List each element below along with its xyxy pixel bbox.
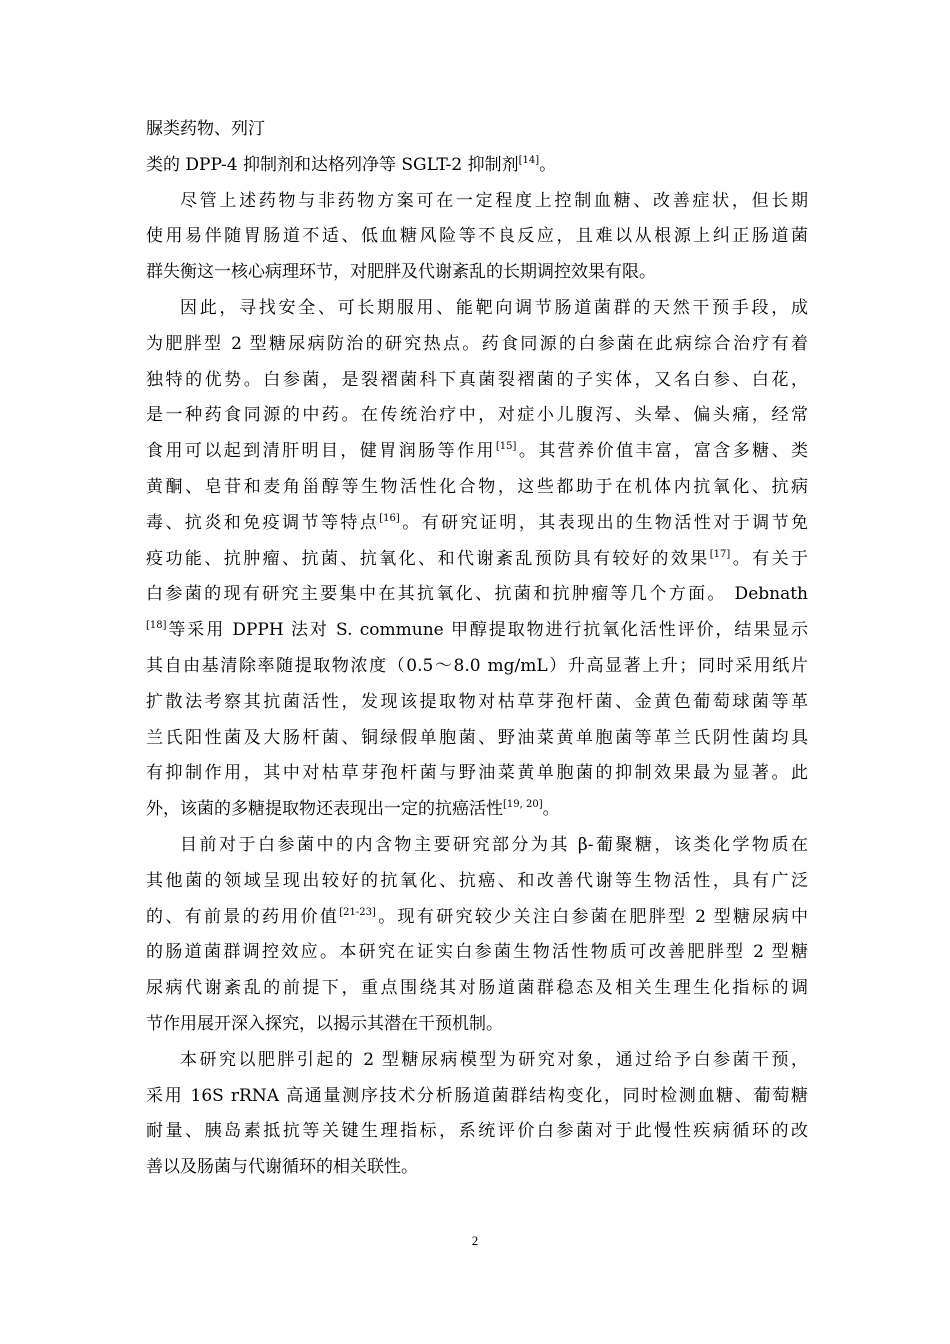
text-line xyxy=(146,1079,808,1115)
citation-superscript: [19, 20] xyxy=(503,799,543,811)
paragraph xyxy=(146,184,808,291)
paragraph xyxy=(146,291,808,828)
line-text: 白参菌的现有研究主要集中在其抗氧化、抗菌和抗肿瘤等几个方面。 Debnath xyxy=(146,584,808,605)
citation-superscript: [18] xyxy=(146,620,167,632)
text-line xyxy=(146,434,808,470)
line-text: 疫功能、抗肿瘤、抗菌、抗氧化、和代谢紊乱预防具有较好的效果 xyxy=(146,548,710,569)
line-text: 节作用展开深入探究，以揭示其潜在干预机制。 xyxy=(146,1013,503,1034)
line-text: 采用 16S rRNA 高通量测序技术分析肠道菌群结构变化，同时检测血糖、葡萄糖 xyxy=(146,1085,808,1106)
text-line xyxy=(146,255,808,291)
text-line xyxy=(146,900,808,936)
line-text: 尿病代谢紊乱的前提下，重点围绕其对肠道菌群稳态及相关生理生化指标的调 xyxy=(146,978,808,999)
line-text: 扩散法考察其抗菌活性，发现该提取物对枯草芽孢杆菌、金黄色葡萄球菌等革 xyxy=(146,691,808,712)
text-line xyxy=(146,971,808,1007)
text-line xyxy=(146,470,808,506)
text-line xyxy=(146,613,808,649)
line-text-continued: 。 xyxy=(539,154,557,175)
text-line xyxy=(146,506,808,542)
line-text: 有抑制作用，其中对枯草芽孢杆菌与野油菜黄单胞菌的抑制效果最为显著。此 xyxy=(146,763,808,784)
text-line xyxy=(146,1150,808,1186)
citation-superscript: [15] xyxy=(495,441,517,453)
body-text xyxy=(146,112,808,1186)
line-text: 本研究以肥胖引起的 2 型糖尿病模型为研究对象，通过给予白参菌干预， xyxy=(180,1049,808,1070)
line-text: 毒、抗炎和免疫调节等特点 xyxy=(146,512,380,533)
text-line xyxy=(146,721,808,757)
line-text: 类的 DPP-4 抑制剂和达格列净等 SGLT-2 抑制剂 xyxy=(146,154,519,175)
line-text: 黄酮、皂苷和麦角甾醇等生物活性化合物，这些都助于在机体内抗氧化、抗病 xyxy=(146,476,808,497)
paragraph xyxy=(146,112,808,184)
text-line xyxy=(146,148,808,184)
line-text-continued: 等采用 DPPH 法对 S. commune 甲醇提取物进行抗氧化活性评价，结果显示 xyxy=(166,620,808,641)
text-line xyxy=(146,756,808,792)
text-line xyxy=(146,1007,808,1043)
line-text: 群失衡这一核心病理环节，对肥胖及代谢紊乱的长期调控效果有限。 xyxy=(146,262,656,283)
line-text: 脲类药物、列汀 xyxy=(146,119,265,139)
text-line xyxy=(146,1114,808,1150)
line-text-continued: 。 xyxy=(542,799,560,820)
text-line xyxy=(146,792,808,828)
line-text: 的肠道菌群调控效应。本研究在证实白参菌生物活性物质可改善肥胖型 2 型糖 xyxy=(146,942,808,963)
text-line xyxy=(146,398,808,434)
paragraph xyxy=(146,1043,808,1186)
line-text: 是一种药食同源的中药。在传统治疗中，对症小儿腹泻、头晕、偏头痛，经常 xyxy=(146,405,808,426)
paragraph xyxy=(146,828,808,1043)
page-number: 2 xyxy=(471,1233,479,1248)
line-text-continued: 。有关于 xyxy=(730,548,809,569)
text-line xyxy=(146,577,808,613)
text-line xyxy=(146,649,808,685)
text-line xyxy=(146,363,808,399)
text-line xyxy=(146,327,808,363)
line-text: 独特的优势。白参菌，是裂褶菌科下真菌裂褶菌的子实体，又名白参、白花， xyxy=(146,369,808,390)
line-text-continued: 。现有研究较少关注白参菌在肥胖型 2 型糖尿病中 xyxy=(375,906,809,927)
line-text: 其他菌的领域呈现出较好的抗氧化、抗癌、和改善代谢等生物活性，具有广泛 xyxy=(146,870,808,891)
line-text: 目前对于白参菌中的内含物主要研究部分为其 β-葡聚糖，该类化学物质在 xyxy=(180,834,808,855)
citation-superscript: [16] xyxy=(379,512,400,524)
line-text-continued: 。其营养价值丰富，富含多糖、类 xyxy=(516,441,809,462)
line-text: 耐量、胰岛素抵抗等关键生理指标，系统评价白参菌对于此慢性疾病循环的改 xyxy=(146,1121,808,1142)
citation-superscript: [17] xyxy=(709,548,731,560)
line-text: 食用可以起到清肝明目，健胃润肠等作用 xyxy=(146,441,496,462)
line-text-continued: 。有研究证明，其表现出的生物活性对于调节免 xyxy=(399,512,809,533)
text-line xyxy=(146,1043,808,1079)
line-text: 使用易伴随胃肠道不适、低血糖风险等不良反应，且难以从根源上纠正肠道菌 xyxy=(146,226,808,247)
text-line xyxy=(146,828,808,864)
text-line xyxy=(146,864,808,900)
text-line xyxy=(146,112,808,148)
line-text: 因此，寻找安全、可长期服用、能靶向调节肠道菌群的天然干预手段，成 xyxy=(180,297,808,318)
text-line xyxy=(146,219,808,255)
line-text: 善以及肠菌与代谢循环的相关联性。 xyxy=(146,1157,418,1178)
text-line xyxy=(146,184,808,220)
line-text: 的、有前景的药用价值 xyxy=(146,906,340,927)
line-text: 兰氏阳性菌及大肠杆菌、铜绿假单胞菌、野油菜黄单胞菌等革兰氏阴性菌均具 xyxy=(146,727,808,748)
text-line xyxy=(146,685,808,721)
citation-superscript: [14] xyxy=(518,154,540,166)
line-text: 其自由基清除率随提取物浓度（0.5～8.0 mg/mL）升高显著上升；同时采用纸片 xyxy=(146,655,808,676)
text-line xyxy=(146,935,808,971)
text-line xyxy=(146,542,808,578)
line-text: 尽管上述药物与非药物方案可在一定程度上控制血糖、改善症状，但长期 xyxy=(180,190,808,211)
text-line xyxy=(146,291,808,327)
citation-superscript: [21-23] xyxy=(339,906,376,918)
line-text: 为肥胖型 2 型糖尿病防治的研究热点。药食同源的白参菌在此病综合治疗有着 xyxy=(146,333,808,354)
line-text: 外，该菌的多糖提取物还表现出一定的抗癌活性 xyxy=(146,799,503,820)
